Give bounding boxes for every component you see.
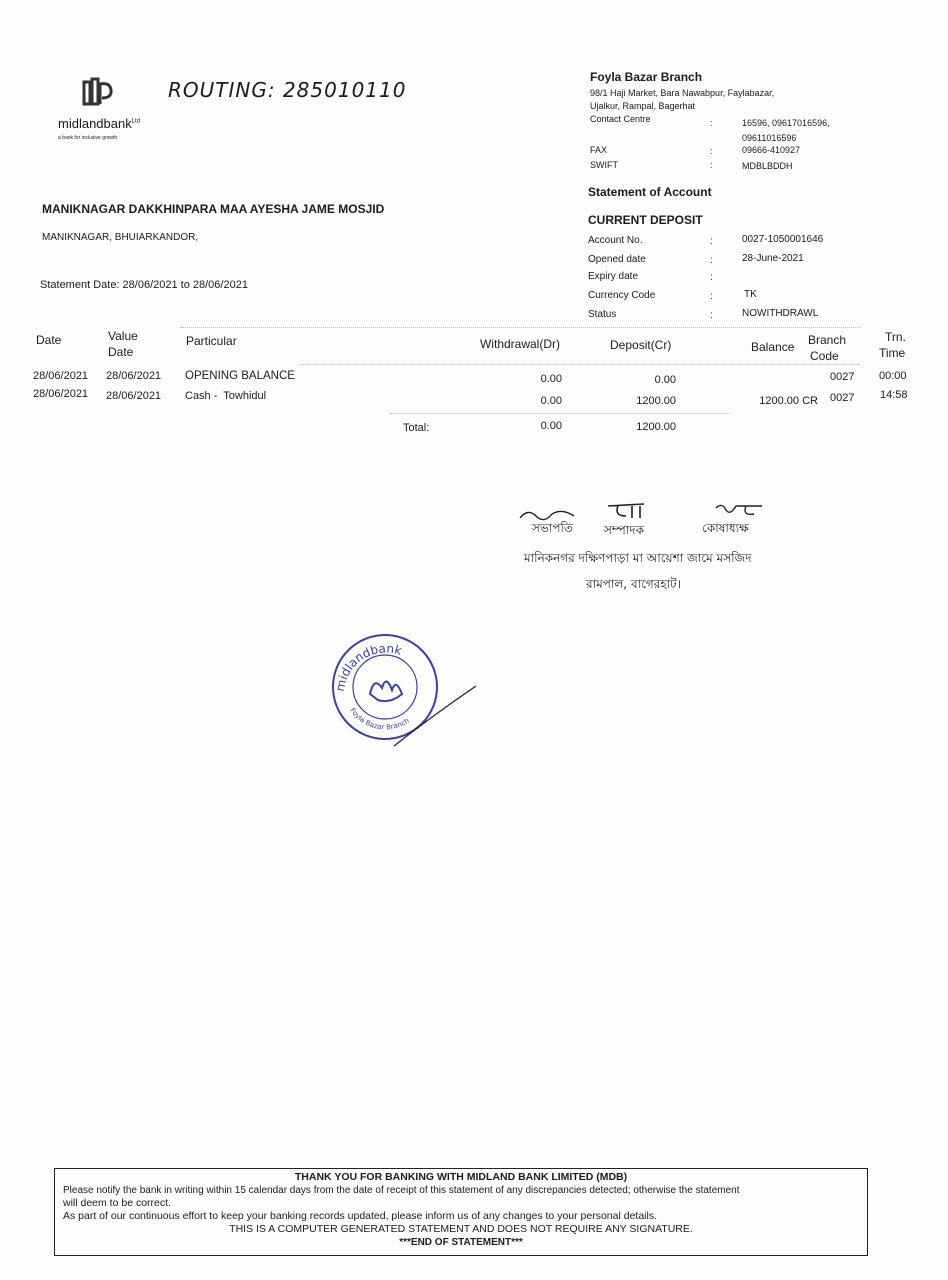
opened-label: Opened date bbox=[588, 254, 646, 265]
table-top-rule bbox=[180, 327, 860, 328]
th-trn-1: Trn. bbox=[885, 330, 906, 344]
account-no-label: Account No. bbox=[588, 235, 643, 246]
table-header-rule bbox=[300, 364, 860, 365]
row1-date: 28/06/2021 bbox=[33, 370, 89, 382]
opened-value: 28-June-2021 bbox=[742, 253, 804, 264]
logo-mark-icon bbox=[78, 74, 118, 114]
row2-value-date: 28/06/2021 bbox=[106, 390, 162, 402]
th-balance: Balance bbox=[751, 340, 795, 354]
footer-line-1: THANK YOU FOR BANKING WITH MIDLAND BANK LIMITED (MDB) bbox=[294, 1171, 628, 1183]
footer-line-2: Please notify the bank in writing within 15 calendar days from the date of receipt of this statement of any discrepancies detected; otherwise the statement bbox=[63, 1185, 740, 1196]
signature-3-title: কোষাধ্যক্ষ bbox=[702, 521, 749, 535]
th-value-date-1: Value bbox=[108, 329, 138, 343]
row2-withdrawal: 0.00 bbox=[540, 395, 562, 407]
stamp-signature-stroke bbox=[392, 676, 482, 756]
footer-line-5: THIS IS A COMPUTER GENERATED STATEMENT AND DOES NOT REQUIRE ANY SIGNATURE. bbox=[229, 1223, 693, 1235]
footer-line-6: ***END OF STATEMENT*** bbox=[399, 1237, 523, 1248]
contact-value-2: 09611016596 bbox=[742, 133, 797, 143]
th-withdrawal: Withdrawal(Dr) bbox=[480, 337, 561, 351]
opened-colon: : bbox=[710, 255, 713, 266]
status-colon: : bbox=[710, 310, 713, 321]
row1-time: 00:00 bbox=[879, 370, 907, 382]
branch-address-2: Ujalkur, Rampal, Bagerhat bbox=[590, 101, 696, 111]
contact-label: Contact Centre bbox=[590, 114, 651, 124]
org-name-stamp: মানিকনগর দক্ষিণপাড়া মা আয়েশা জামে মসজিদ bbox=[524, 551, 752, 565]
status-label: Status bbox=[588, 309, 617, 320]
swift-colon: : bbox=[710, 160, 713, 170]
fax-label: FAX bbox=[590, 145, 608, 155]
bank-logo bbox=[56, 74, 156, 146]
row2-branch: 0027 bbox=[830, 392, 855, 404]
customer-address: MANIKNAGAR, BHUIARKANDOR, bbox=[42, 232, 199, 243]
status-value: NOWITHDRAWL bbox=[742, 308, 819, 319]
total-rule bbox=[390, 413, 730, 414]
total-label: Total: bbox=[403, 422, 430, 434]
footer-line-3: will deem to be correct. bbox=[63, 1197, 171, 1209]
fax-colon: : bbox=[710, 146, 713, 156]
expiry-label: Expiry date bbox=[588, 271, 639, 282]
footer-box bbox=[54, 1168, 868, 1256]
statement-heading: Statement of Account bbox=[588, 185, 712, 199]
currency-colon: : bbox=[710, 291, 713, 302]
account-no-colon: : bbox=[710, 236, 713, 247]
customer-name: MANIKNAGAR DAKKHINPARA MAA AYESHA JAME MOSJID bbox=[42, 202, 385, 216]
row2-deposit: 1200.00 bbox=[636, 395, 676, 407]
signature-2-title: সম্পাদক bbox=[604, 523, 645, 537]
th-deposit: Deposit(Cr) bbox=[610, 338, 672, 352]
total-withdrawal: 0.00 bbox=[540, 420, 562, 432]
row1-withdrawal: 0.00 bbox=[540, 373, 562, 385]
row1-value-date: 28/06/2021 bbox=[106, 370, 162, 382]
th-branch-1: Branch bbox=[808, 333, 847, 347]
statement-date: Statement Date: 28/06/2021 to 28/06/2021 bbox=[40, 279, 248, 291]
signature-3-scribble bbox=[712, 500, 772, 520]
contact-colon: : bbox=[710, 118, 713, 128]
total-deposit: 1200.00 bbox=[636, 421, 676, 433]
stamp-ring-text: midlandbank bbox=[332, 641, 404, 693]
logo-text: midlandbank bbox=[58, 116, 132, 131]
expiry-colon: : bbox=[710, 272, 713, 283]
currency-label: Currency Code bbox=[588, 290, 656, 301]
th-branch-2: Code bbox=[810, 349, 839, 363]
logo-tagline: a bank for inclusive growth bbox=[58, 135, 118, 141]
branch-address-1: 98/1 Haji Market, Bara Nawabpur, Faylabazar, bbox=[590, 88, 775, 98]
th-trn-2: Time bbox=[879, 346, 906, 360]
th-value-date-2: Date bbox=[108, 345, 134, 359]
contact-value-1: 16596, 09617016596, bbox=[742, 118, 830, 128]
signature-1-title: সভাপতি bbox=[532, 521, 573, 535]
branch-name: Foyla Bazar Branch bbox=[590, 70, 703, 84]
org-place-stamp: রামপাল, বাগেরহাট। bbox=[586, 577, 681, 591]
account-type: CURRENT DEPOSIT bbox=[588, 213, 703, 227]
row2-date: 28/06/2021 bbox=[33, 388, 89, 400]
row1-branch: 0027 bbox=[830, 371, 855, 383]
logo-sup: Ltd bbox=[131, 118, 141, 125]
signature-2-scribble bbox=[604, 500, 654, 522]
swift-label: SWIFT bbox=[590, 160, 618, 170]
row1-particular: OPENING BALANCE bbox=[185, 370, 295, 382]
row2-particular: Cash - Towhidul bbox=[185, 390, 267, 402]
row2-time: 14:58 bbox=[880, 389, 908, 401]
row1-deposit: 0.00 bbox=[654, 374, 676, 386]
currency-value: TK bbox=[744, 289, 757, 300]
fax-value: 09666-410927 bbox=[742, 145, 801, 155]
row2-balance: 1200.00 CR bbox=[759, 395, 818, 407]
routing-note: ROUTING: 285010110 bbox=[168, 78, 407, 102]
th-particular: Particular bbox=[186, 334, 237, 348]
swift-value: MDBLBDDH bbox=[742, 161, 793, 171]
stamp-ring-text-2: Foyla Bazar Branch bbox=[348, 706, 411, 732]
account-no-value: 0027-1050001646 bbox=[742, 234, 824, 245]
footer-line-4: As part of our continuous effort to keep your banking records updated, please inform us of any changes to your personal details. bbox=[63, 1210, 657, 1222]
th-date: Date bbox=[36, 333, 62, 347]
